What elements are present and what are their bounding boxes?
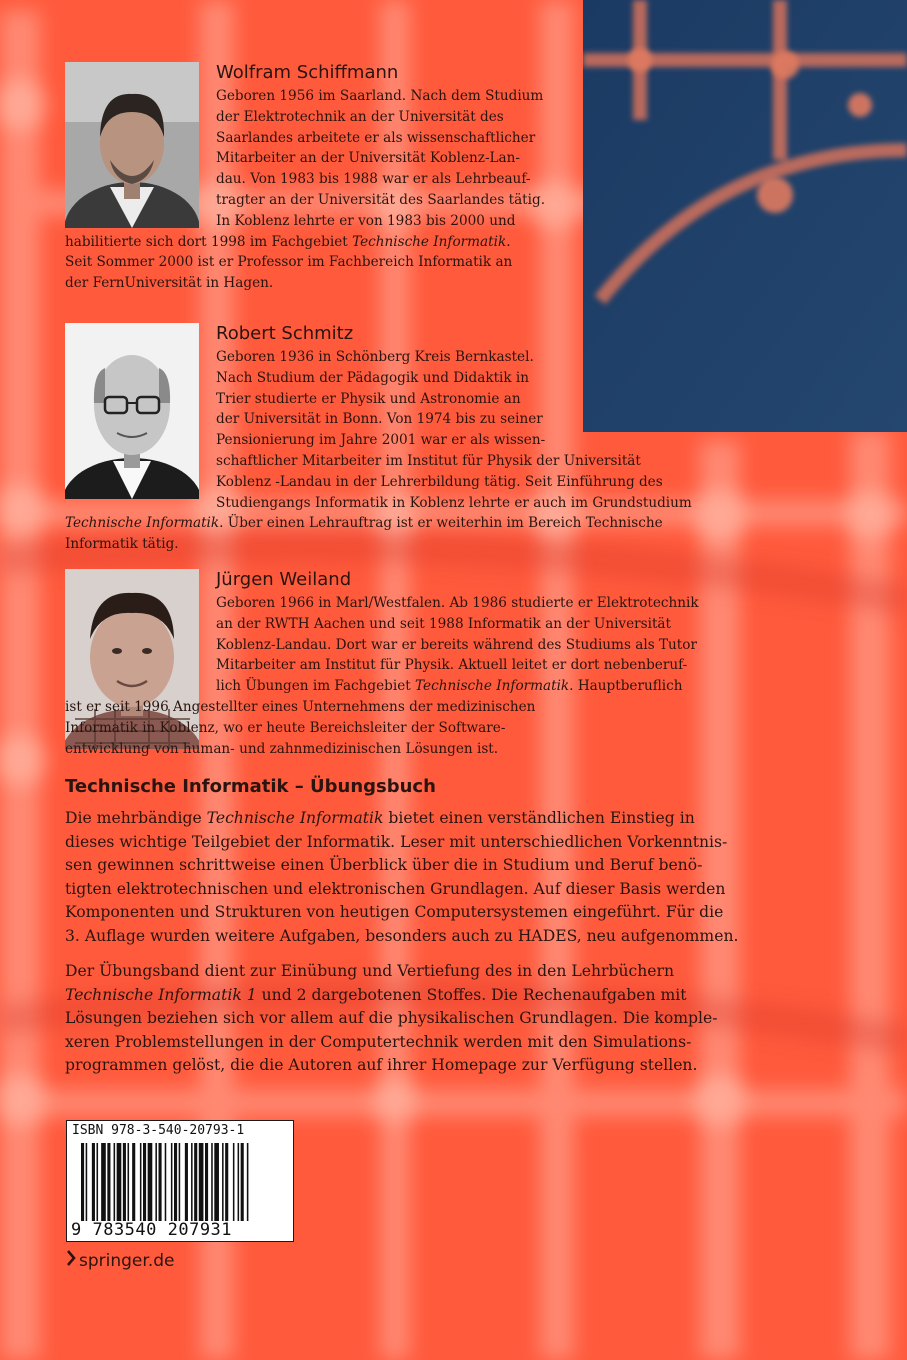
barcode-bar: [117, 1143, 122, 1221]
barcode-bar: [225, 1143, 228, 1221]
publisher-link[interactable]: [66, 1250, 174, 1272]
author-name: Robert Schmitz: [216, 323, 354, 344]
barcode-bar: [179, 1143, 181, 1221]
barcode-bar: [185, 1143, 188, 1221]
barcode-bar: [140, 1143, 142, 1221]
author-bio: Geboren 1956 im Saarland. Nach dem Studium der Elektrotechnik an der Universität des Saarlandes arbeitete er als wissenschaftlicher Mitarbeiter an der Universität Koblenz-Lan- dau. Von 1983 bis 1988 war er als Lehrbeauf- tragter an der Universität des Saarlandes tätig. In Koblenz lehrte er von 1983 bis 2000 und habilitierte sich dort 1998 im Fachgebiet Technische Informatik. Seit Sommer 2000 ist er Professor im Fachbereich Informatik an der FernUniversität in Hagen.: [65, 88, 546, 292]
barcode-bar: [247, 1143, 249, 1221]
author-name: Wolfram Schiffmann: [216, 62, 399, 83]
barcode-bar: [199, 1143, 204, 1221]
barcode-bar: [191, 1143, 193, 1221]
barcode-bar: [159, 1143, 162, 1221]
barcode-bar: [174, 1143, 177, 1221]
barcode-bar: [81, 1143, 84, 1221]
isbn-label: ISBN 978-3-540-20793-1: [72, 1123, 245, 1138]
barcode-bar: [114, 1143, 116, 1221]
barcode-bar: [238, 1143, 240, 1221]
barcode-bar: [165, 1143, 167, 1221]
barcode-bar: [123, 1143, 126, 1221]
book-description-paragraph-1: Die mehrbändige Technische Informatik bietet einen verständlichen Einstieg in dieses wichtige Teilgebiet der Informatik. Leser mit unterschiedlichen Vorkenntnis- sen gewinnen schrittweise einen Überblick über die in Studium und Beruf benö- tigten elektrotechnischen und elektronischen Grundlagen. Auf dieser Basis werden Komponenten und Strukturen von heutigen Computersystemen eingeführt. Für die 3. Auflage wurden weitere Aufgaben, besonders auch zu HADES, neu aufgenommen.: [65, 809, 739, 945]
barcode-bar: [211, 1143, 213, 1221]
barcode-bar: [128, 1143, 130, 1221]
barcode-bar: [148, 1143, 153, 1221]
barcode-bar: [155, 1143, 157, 1221]
barcode-bars: [81, 1143, 286, 1221]
barcode-bar: [214, 1143, 219, 1221]
barcode-bar: [107, 1143, 110, 1221]
author-bio: Geboren 1966 in Marl/Westfalen. Ab 1986 studierte er Elektrotechnik an der RWTH Aachen und seit 1988 Informatik an der Universität Koblenz-Landau. Dort war er bereits während des Studiums als Tutor Mitarbeiter am Institut für Physik. Aktuell leitet er dort nebenberuf- lich Übungen im Fachgebiet Technische Informatik. Hauptberuflich ist er seit 1996 Angestellter eines Unternehmens der medizinischen Informatik in Koblenz, wo er heute Bereichsleiter der Software- entwicklung von human- und zahnmedizinischen Lösungen ist.: [65, 595, 699, 757]
barcode-digits: 9 783540 207931: [71, 1220, 233, 1240]
barcode-bar: [222, 1143, 224, 1221]
barcode-bar: [205, 1143, 208, 1221]
barcode-bar: [241, 1143, 244, 1221]
barcode-bar: [86, 1143, 88, 1221]
chevron-right-icon: [66, 1250, 76, 1272]
book-title: Technische Informatik – Übungsbuch: [65, 776, 436, 797]
publisher-url: springer.de: [79, 1251, 175, 1271]
barcode-bar: [233, 1143, 235, 1221]
barcode-bar: [171, 1143, 173, 1221]
barcode-bar: [97, 1143, 99, 1221]
isbn-barcode: [66, 1120, 294, 1242]
barcode-bar: [101, 1143, 106, 1221]
barcode-bar: [92, 1143, 95, 1221]
author-bio: Geboren 1936 in Schönberg Kreis Bernkastel. Nach Studium der Pädagogik und Didaktik in Trier studierte er Physik und Astronomie an der Universität in Bonn. Von 1974 bis zu seiner Pensionierung im Jahre 2001 war er als wissen- schaftlicher Mitarbeiter im Institut für Physik der Universität Koblenz -Landau in der Lehrerbildung tätig. Seit Einführung des Studiengangs Informatik in Koblenz lehrte er auch im Grundstudium Technische Informatik. Über einen Lehrauftrag ist er weiterhin im Bereich Technische Informatik tätig.: [65, 349, 692, 553]
book-description-paragraph-2: Der Übungsband dient zur Einübung und Vertiefung des in den Lehrbüchern Technische Informatik 1 und 2 dargebotenen Stoffes. Die Rechenaufgaben mit Lösungen beziehen sich vor allem auf die physikalischen Grundlagen. Die komple- xeren Problemstellungen in der Computertechnik werden mit den Simulations- programmen gelöst, die die Autoren auf ihrer Homepage zur Verfügung stellen.: [65, 962, 718, 1074]
barcode-bar: [143, 1143, 146, 1221]
barcode-bar: [132, 1143, 135, 1221]
author-name: Jürgen Weiland: [216, 569, 352, 590]
barcode-bar: [194, 1143, 197, 1221]
